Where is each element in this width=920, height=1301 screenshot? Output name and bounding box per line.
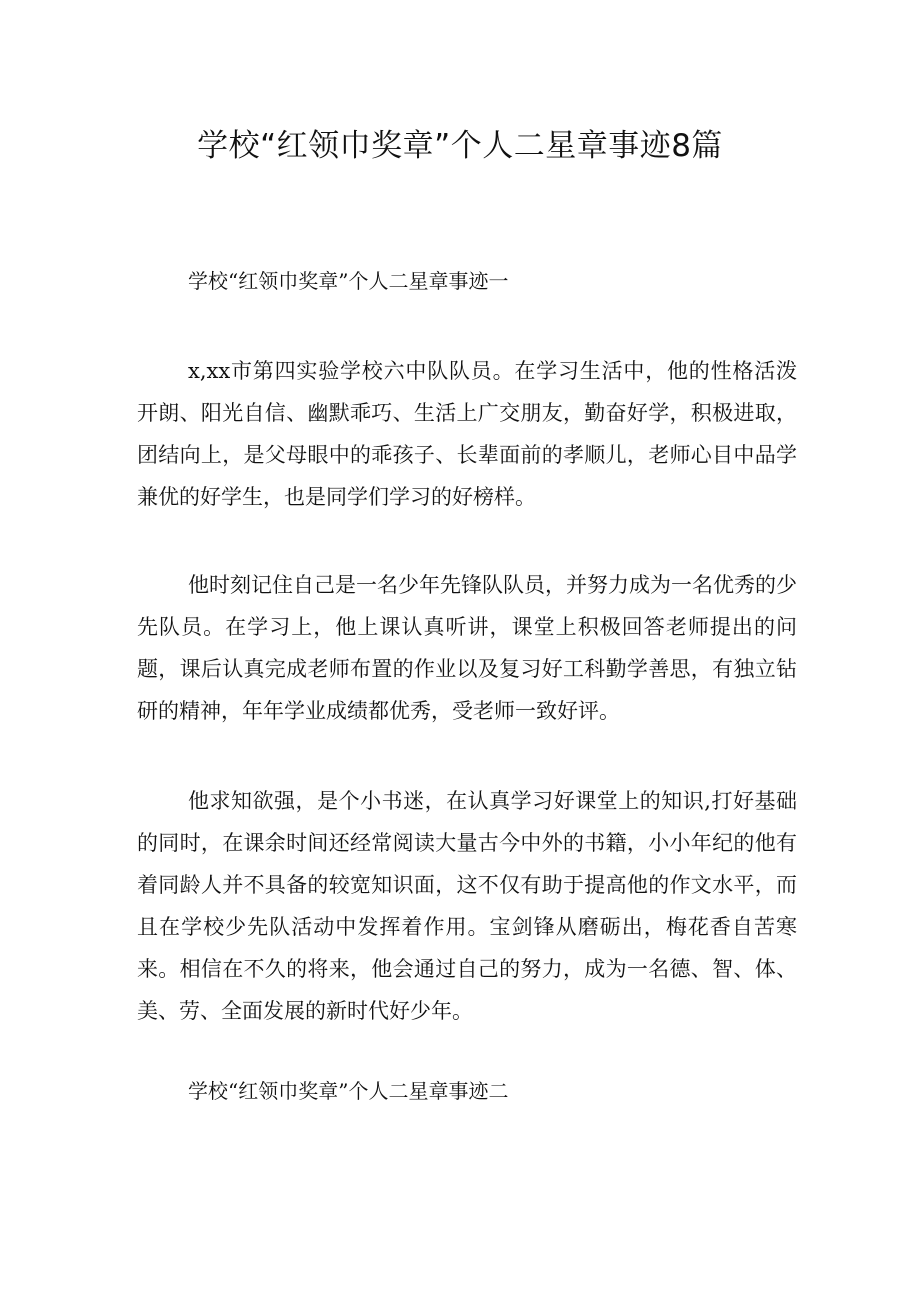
document-title: 学校“红领巾奖章”个人二星章事迹8篇 [197,128,723,164]
paragraph-2: 他时刻记住自己是一名少年先锋队队员，并努力成为一名优秀的少先队员。在学习上，他上课认真听讲，课堂上积极回答老师提出的问题，课后认真完成老师布置的作业以及复习好工科勤学善思，有独立钻研的精神，年年学业成绩都优秀，受老师一致好评。 [137,573,797,723]
paragraph-3: 他求知欲强，是个小书迷，在认真学习好课堂上的知识,打好基础的同时，在课余时间还经常阅读大量古今中外的书籍，小小年纪的他有着同龄人并不具备的较宽知识面，这不仅有助于提高他的作文水平，而且在学校少先队活动中发挥着作用。宝剑锋从磨砺出，梅花香自苦寒来。相信在不久的将来，他会通过自己的努力，成为一名德、智、体、美、劳、全面发展的新时代好少年。 [137,789,797,1023]
paragraph-1: x,xx市第四实验学校六中队队员。在学习生活中，他的性格活泼开朗、阳光自信、幽默乖巧、生活上广交朋友，勤奋好学，积极进取，团结向上，是父母眼中的乖孩子、长辈面前的孝顺儿，老师心目中品学兼优的好学生，也是同学们学习的好榜样。 [137,359,797,509]
section-heading-2: 学校“红领巾奖章”个人二星章事迹二 [188,1079,509,1103]
section-heading-1: 学校“红领巾奖章”个人二星章事迹一 [188,269,509,293]
